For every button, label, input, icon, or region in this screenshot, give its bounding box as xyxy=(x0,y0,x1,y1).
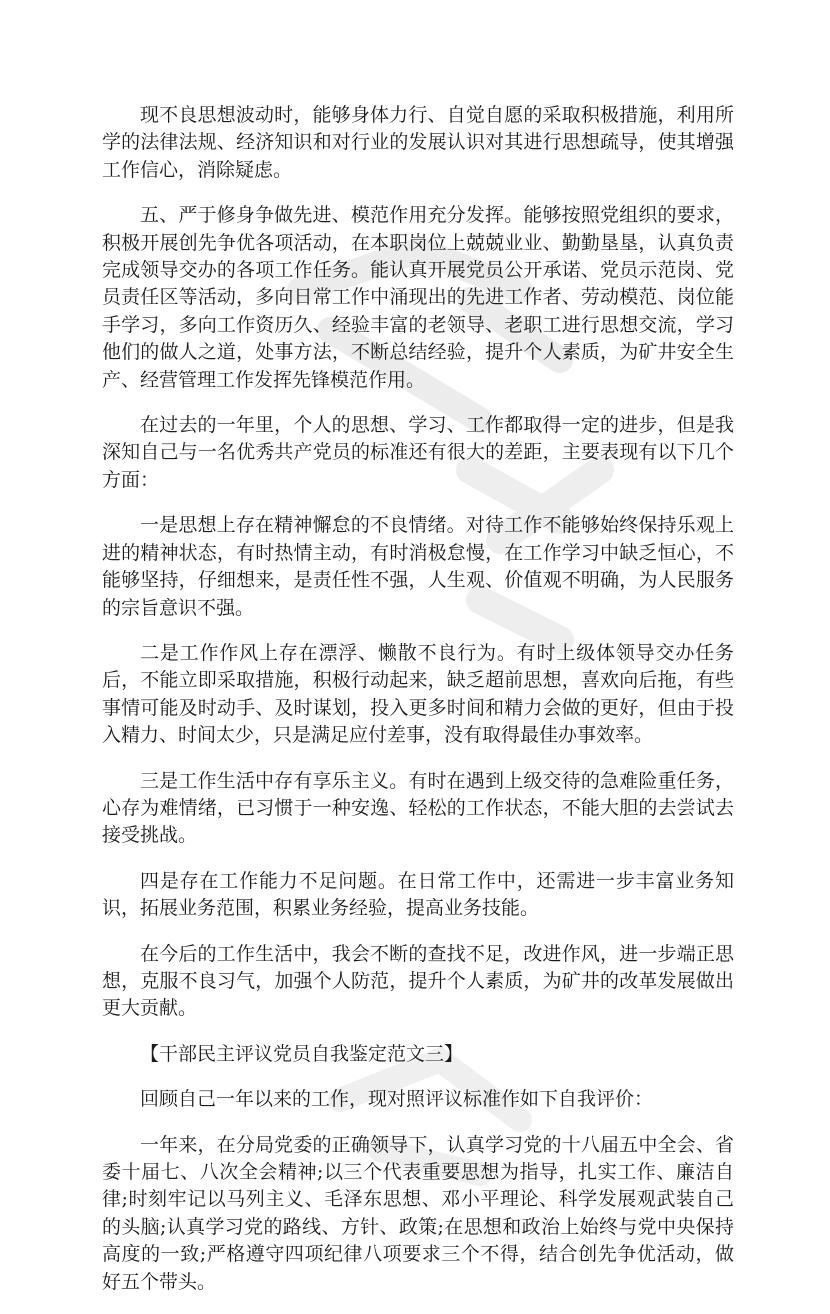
paragraph-summary: 在过去的一年里，个人的思想、学习、工作都取得一定的进步，但是我深知自己与一名优秀共产党员的标准还有很大的差距，主要表现有以下几个方面： xyxy=(102,414,734,491)
paragraph-section-five: 五、严于修身争做先进、模范作用充分发挥。能够按照党组织的要求，积极开展创先争优各项活动，在本职岗位上兢兢业业、勤勤垦垦，认真负责完成领导交办的各项工作任务。能认真开展党员公开承诺、党员示范岗、党员责任区等活动，多向日常工作中涌现出的先进工作者、劳动模范、岗位能手学习，多向工作资历久、经验丰富的老领导、老职工进行思想交流，学习他们的做人之道，处事方法，不断总结经验，提升个人素质，为矿井安全生产、经营管理工作发挥先锋模范作用。 xyxy=(102,204,734,391)
paragraph-intro: 回顾自己一年以来的工作，现对照评议标准作如下自我评价： xyxy=(140,1088,654,1111)
paragraph-issue-one: 一是思想上存在精神懈怠的不良情绪。对待工作不能够始终保持乐观上进的精神状态，有时热情主动，有时消极怠慢，在工作学习中缺乏恒心，不能够坚持，仔细想来，是责任性不强，人生观、价值观不明确，为人民服务的宗旨意识不强。 xyxy=(102,514,734,619)
paragraph-issue-two: 二是工作作风上存在漂浮、懒散不良行为。有时上级体领导交办任务后，不能立即采取措施，积极行动起来，缺乏超前思想，喜欢向后拖，有些事情可能及时动手、及时谋划，投入更多时间和精力会做的更好，但由于投入精力、时间太少，只是满足应付差事，没有取得最佳办事效率。 xyxy=(102,641,734,747)
paragraph-issue-three: 三是工作生活中存有享乐主义。有时在遇到上级交待的急难险重任务，心存为难情绪，已习惯于一种安逸、轻松的工作状态，不能大胆的去尝试去接受挑战。 xyxy=(102,769,734,847)
paragraph-future-plan: 在今后的工作生活中，我会不断的查找不足，改进作风，进一步端正思想，克服不良习气，加强个人防范，提升个人素质，为矿井的改革发展做出更大贡献。 xyxy=(102,942,734,1020)
paragraph-issue-four: 四是存在工作能力不足问题。在日常工作中，还需进一步丰富业务知识，拓展业务范围，积累业务经验，提高业务技能。 xyxy=(102,869,734,920)
section-heading: 【干部民主评议党员自我鉴定范文三】 xyxy=(140,1042,464,1065)
document-body xyxy=(102,102,734,1314)
paragraph-year-review: 一年来，在分局党委的正确领导下，认真学习党的十八届五中全会、省委十届七、八次全会精神;以三个代表重要思想为指导，扎实工作、廉洁自律;时刻牢记以马列主义、毛泽东思想、邓小平理论、科学发展观武装自己的头脑;认真学习党的路线、方针、政策;在思想和政治上始终与党中央保持高度的一致;严格遵守四项纪律八项要求三个不得，结合创先争优活动，做好五个带头。 xyxy=(102,1133,734,1293)
paragraph-continuation: 现不良思想波动时，能够身体力行、自觉自愿的采取积极措施，利用所学的法律法规、经济知识和对行业的发展认识对其进行思想疏导，使其增强工作信心，消除疑虑。 xyxy=(102,104,734,181)
